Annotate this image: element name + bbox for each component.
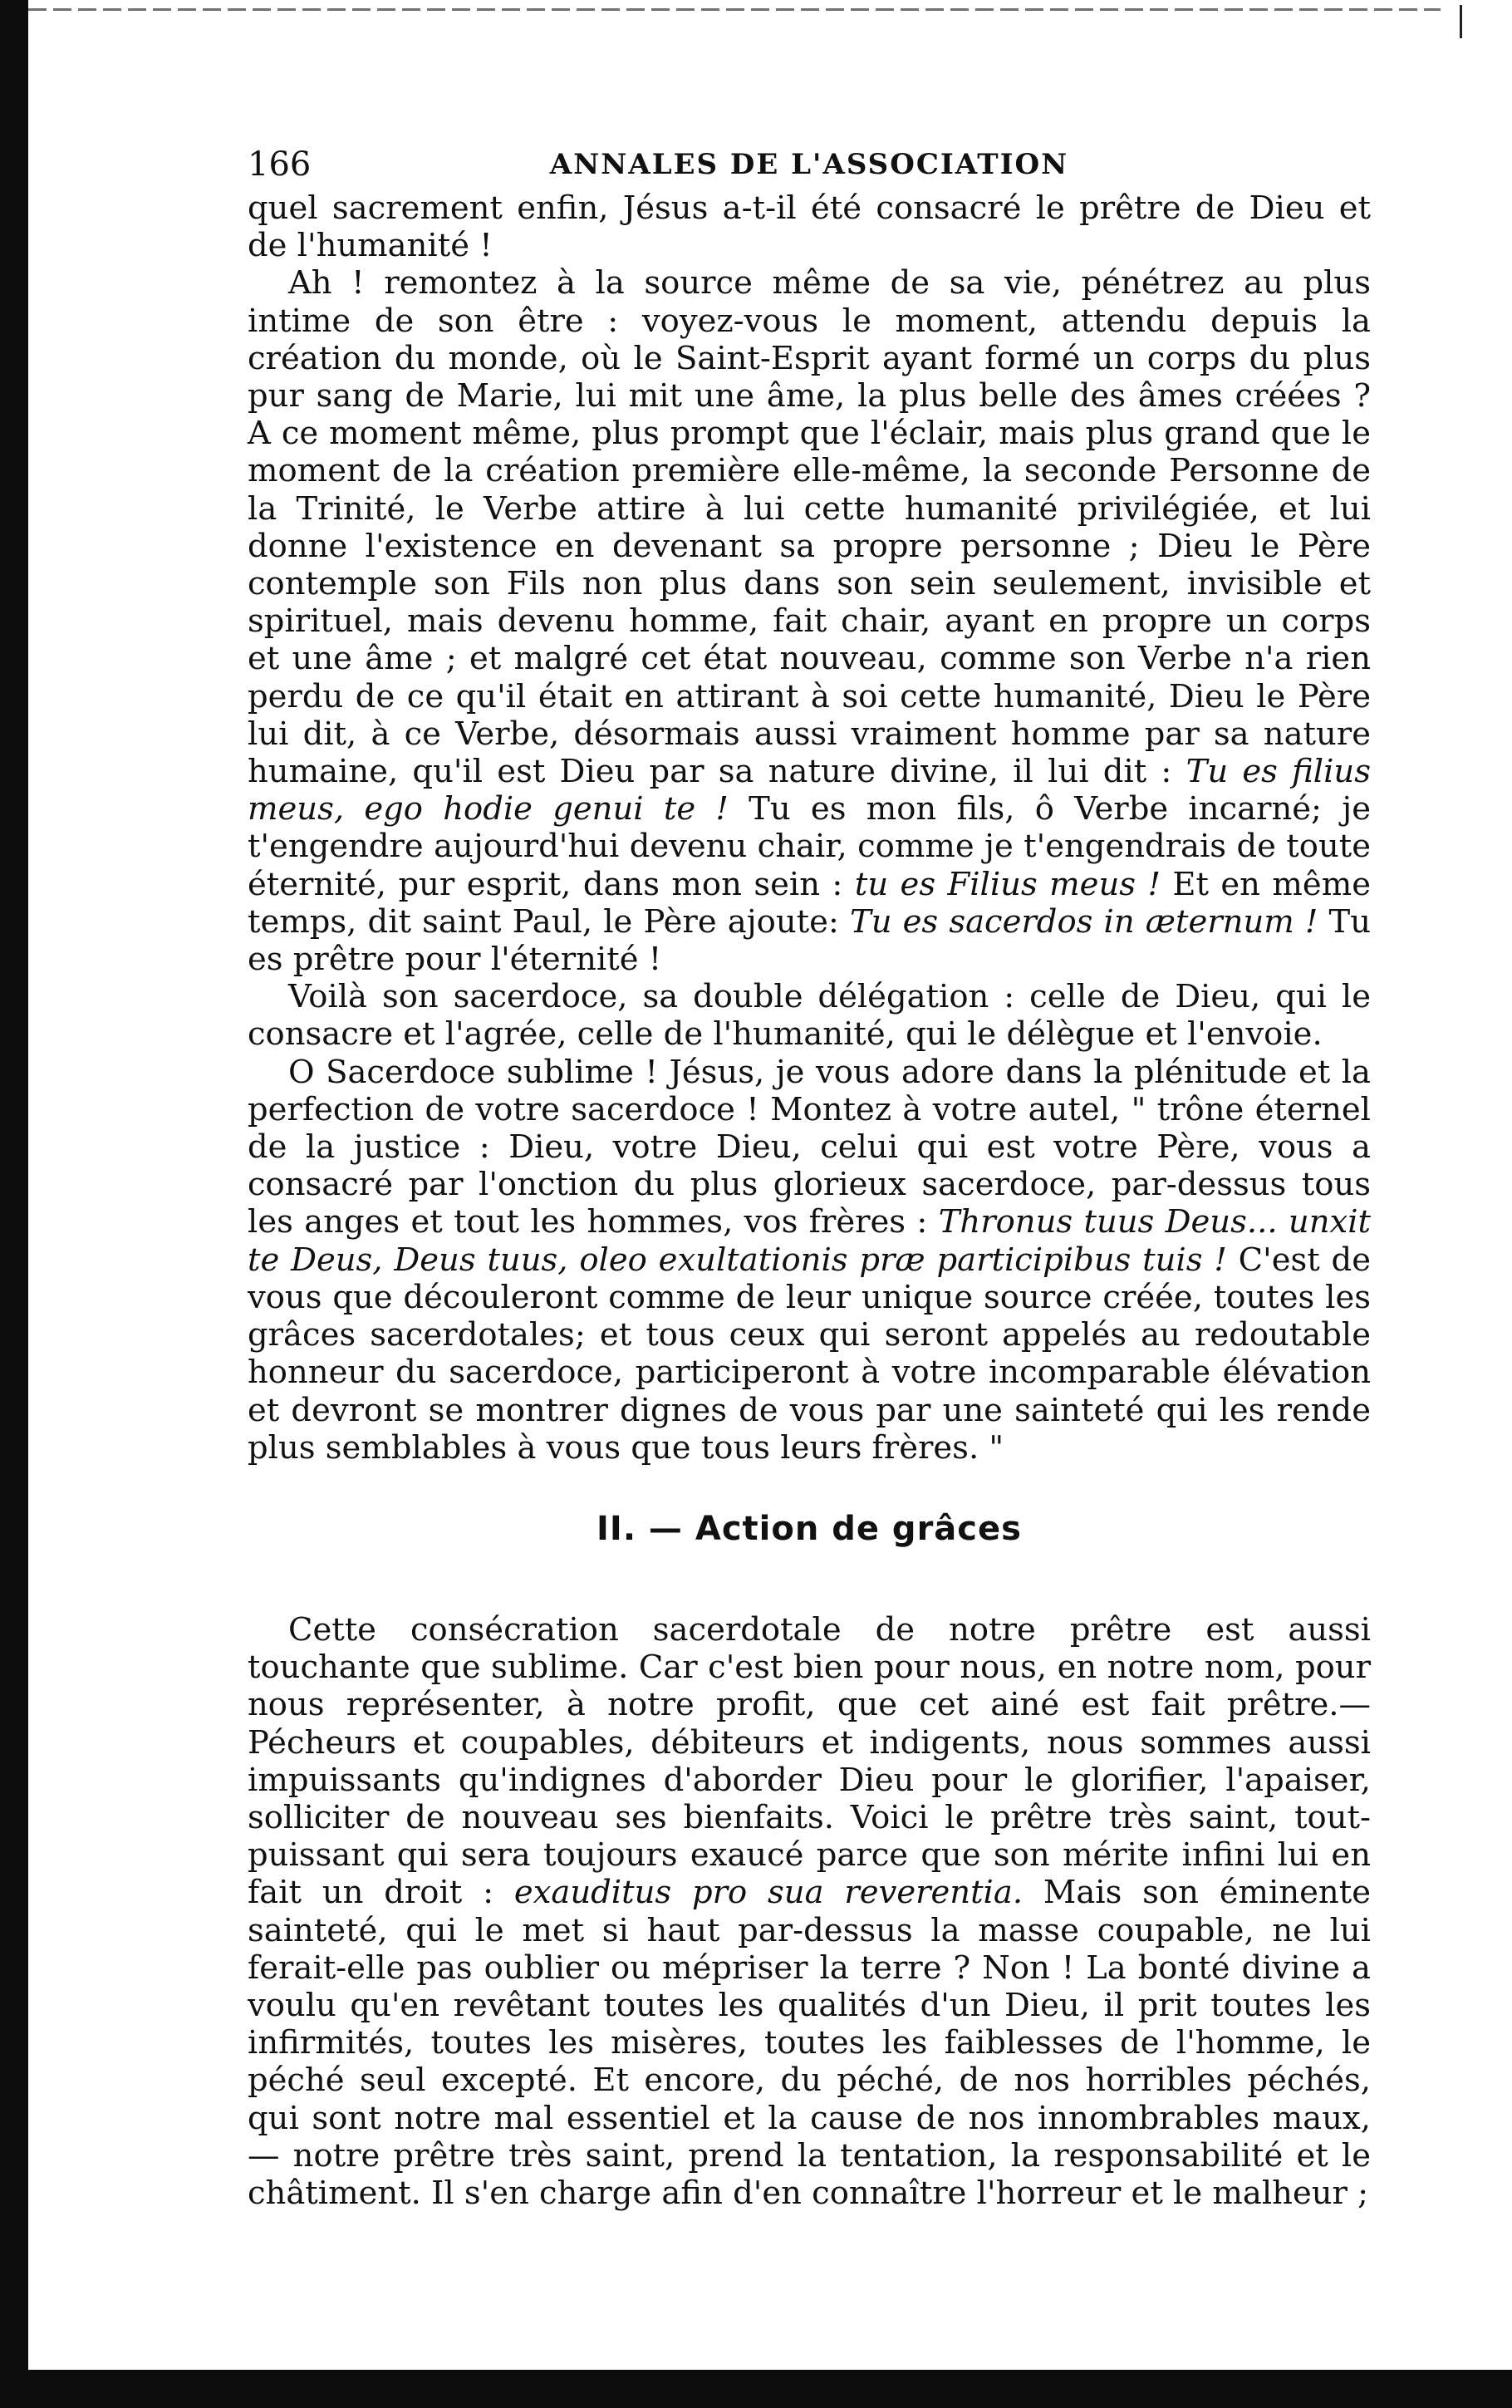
page-header [248,140,1371,189]
paragraph-5-text: Cette consécration sacerdotale de notre prêtre est aussi touchante que sublime. Car c'est bien pour nous, en notre nom, pour nous représenter, à notre profit, que cet ainé est fait prêtre.— Pécheurs et coupables, débiteurs et indigents, nous sommes aussi impuissants qu'indignes d'aborder Dieu pour le glorifier, l'apaiser, solliciter de nouveau ses bienfaits. Voici le prêtre très saint, tout-puissant qui sera toujours exaucé parce que son mérite infini lui en fait un droit : [248,1610,1371,1912]
paragraph-2-text-c: Et en même temps, dit saint Paul, le Père ajoute: [248,865,1371,941]
running-title: ANNALES DE L'ASSOCIATION [549,148,1069,181]
paragraph-4-text: O Sacerdoce sublime ! Jésus, je vous adore dans la plénitude et la perfection de votre sacerdoce ! Montez à votre autel, " trône éternel de la justice : Dieu, votre Dieu, celui qui est votre Père, vous a consacré par l'onction du plus glorieux sacerdoce, par-dessus tous les anges et tout les hommes, vos frères : [248,1053,1371,1241]
paragraph-3: Voilà son sacerdoce, sa double délégation : celle de Dieu, qui le consacre et l'agrée, celle de l'humanité, qui le délègue et l'envoie. [248,978,1371,1054]
latin-quote-5: exauditus pro sua reverentia. [513,1874,1024,1912]
book-page [248,140,1371,2212]
latin-quote-2: tu es Filius meus ! [854,865,1161,903]
paragraph-4-text-b: C'est de vous que découleront comme de leur unique source créée, toutes les grâces sacerdotales; et tous ceux qui seront appelés au redoutable honneur du sacerdoce, participeront à votre incomparable élévation et devront se montrer dignes de vous par une sainteté qui les rende plus semblables à vous que tous leurs frères. " [248,1241,1371,1467]
body-text [248,189,1371,2212]
paragraph-5 [248,1611,1371,2212]
paragraph-5-text-b: Mais son éminente sainteté, qui le met si haut par-dessus la masse coupable, ne lui ferait-elle pas oublier ou mépriser la terre ? Non ! La bonté divine a voulu qu'en revêtant toutes les qualités d'un Dieu, il prit toutes les infirmités, toutes les misères, toutes les faiblesses de l'homme, le péché seul excepté. Et encore, du péché, de nos horribles péchés, qui sont notre mal essentiel et la cause de nos innombrables maux, — notre prêtre très saint, prend la tentation, la responsabilité et le châtiment. Il s'en charge afin d'en connaître l'horreur et le malheur ; [248,1874,1371,2212]
scan-border-bottom [0,2370,1512,2408]
latin-quote-4: Thronus tuus Deus... unxit te Deus, Deus tuus, oleo exultationis præ participibus tuis ! [248,1203,1371,1279]
latin-quote-1: Tu es filius meus, ego hodie genui te ! [248,753,1371,828]
latin-quote-3: Tu es sacerdos in æternum ! [850,902,1318,941]
scan-border-left [0,0,28,2408]
paragraph-2-text-d: Tu es prêtre pour l'éternité ! [248,902,1372,979]
paragraph-4 [248,1054,1371,1467]
paragraph-2 [248,264,1371,978]
scan-mark-right [1460,5,1462,38]
paragraph-2-text: Ah ! remontez à la source même de sa vie, pénétrez au plus intime de son être : voyez-vous le moment, attendu depuis la création du monde, où le Saint-Esprit ayant formé un corps du plus pur sang de Marie, lui mit une âme, la plus belle des âmes créées ? A ce moment même, plus prompt que l'éclair, mais plus grand que le moment de la création première elle-même, la seconde Personne de la Trinité, le Verbe attire à lui cette humanité privilégiée, et lui donne l'existence en devenant sa propre personne ; Dieu le Père contemple son Fils non plus dans son sein seulement, invisible et spirituel, mais devenu homme, fait chair, ayant en propre un corps et une âme ; et malgré cet état nouveau, comme son Verbe n'a rien perdu de ce qu'il était en attirant à soi cette humanité, Dieu le Père lui dit, à ce Verbe, désormais aussi vraiment homme par sa nature humaine, qu'il est Dieu par sa nature divine, il lui dit : [248,264,1371,791]
paragraph-1: quel sacrement enfin, Jésus a-t-il été consacré le prêtre de Dieu et de l'humanité ! [248,189,1371,265]
paragraph-2-text-b: Tu es mon fils, ô Verbe incarné; je t'engendre aujourd'hui devenu chair, comme je t'engendrais de toute éternité, pur esprit, dans mon sein : [248,790,1371,903]
scan-border-top [28,8,1441,11]
page-number: 166 [248,145,312,184]
section-title: II. — Action de grâces [596,1509,1022,1548]
